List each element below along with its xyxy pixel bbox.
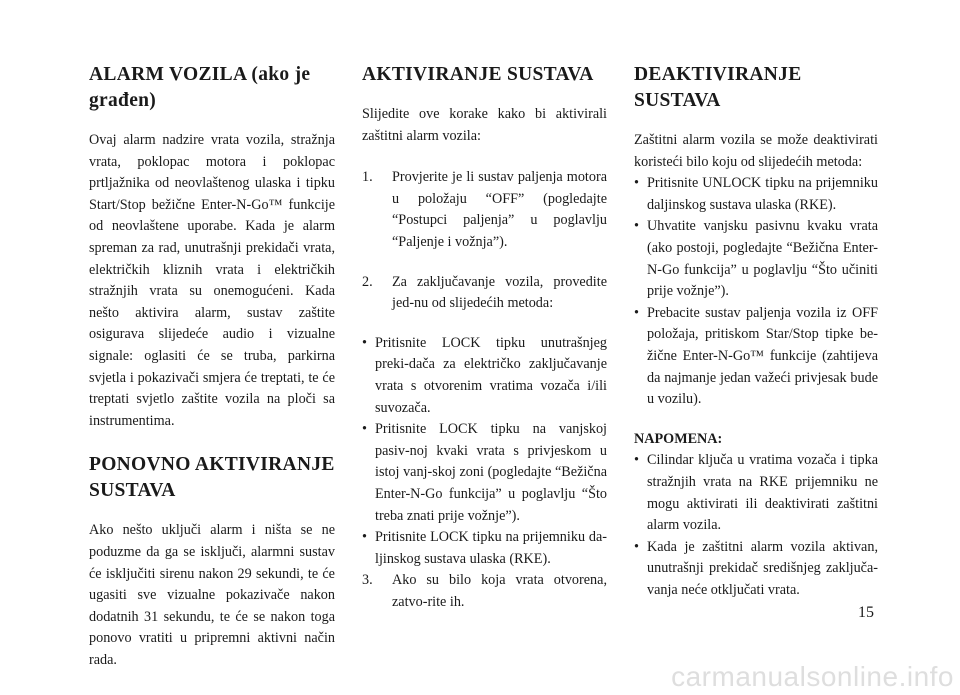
list-item (634, 303, 878, 411)
activation-intro: Slijedite ove korake kako bi aktivirali zaštitni alarm vozila: (362, 106, 607, 144)
section-title-deactivation: DEAKTIVIRANJE SUSTAVA (634, 64, 802, 111)
list-item-text: Pritisnite LOCK tipku unutrašnjeg preki-dača za električko zaključavanje vrata s otvorenim vratima vozača i/ili suvozača. (375, 334, 607, 416)
step-text: Ako su bilo koja vrata otvorena, zatvo-rite ih. (392, 572, 607, 610)
list-item-text: Cilindar ključa u vratima vozača i tipka stražnjih vrata na RKE prijemniku ne mogu aktivirati ili deaktivirati zaštitni alarm vozila. (647, 452, 878, 534)
bullet-icon: • (634, 452, 639, 469)
reactivation-description: Ako nešto uključi alarm i ništa se ne poduzme da ga se isključi, alarmni sustav će isključiti sirenu nakon 29 sekundi, te će ugasiti sve vizualne pokazivače nakon dodatnih 31 sekundu, te će se nakon toga ponovo vratiti u pripremni aktivni način rada. (89, 522, 335, 668)
list-item (634, 173, 878, 216)
step-item (362, 272, 607, 315)
column-right (634, 62, 878, 601)
bullet-icon: • (634, 538, 639, 555)
section-title-activation: AKTIVIRANJE SUSTAVA (362, 64, 594, 85)
bullet-icon: • (362, 421, 367, 438)
section-title-reactivation: PONOVNO AKTIVIRANJE SUSTAVA (89, 454, 335, 502)
step-text: Za zaključavanje vozila, provedite jed-nu od slijedećih metoda: (392, 273, 607, 312)
step-item (362, 570, 607, 613)
bullet-icon: • (634, 175, 639, 192)
list-item-text: Kada je zaštitni alarm vozila aktivan, unutrašnji prekidač središnjeg zaključa-vanja neće otključati vrata. (647, 538, 878, 598)
column-middle (362, 62, 607, 613)
list-item-text: Pritisnite LOCK tipku na vanjskoj pasiv-noj kvaki vrata s privjeskom u istoj vanj-skoj zoni (pogledajte “Bežična Enter-N-Go funkcija” u poglavlju “Što treba znati prije vožnje”). (375, 421, 607, 524)
list-item (634, 537, 878, 602)
step-number: 3. (362, 572, 373, 589)
list-item-text: Prebacite sustav paljenja vozila iz OFF položaja, pritiskom Star/Stop tipke be-žične Enter-N-Go™ funkcije (zahtijeva da najmanje jedan važeći privjesak bude u vozilu). (647, 304, 878, 408)
list-item (362, 527, 607, 570)
note-heading: NAPOMENA: (634, 430, 723, 447)
list-item (362, 419, 607, 527)
list-item-text: Uhvatite vanjsku pasivnu kvaku vrata (ako postoji, pogledajte “Bežična Enter-N-Go funkcija” u poglavlju “Što učiniti prije vožnje”). (647, 218, 878, 300)
list-item-text: Pritisnite UNLOCK tipku na prijemniku daljinskog sustava ulaska (RKE). (647, 175, 878, 213)
column-left (89, 62, 335, 691)
step-number: 2. (362, 273, 373, 290)
step-item (362, 167, 607, 253)
list-item (362, 333, 607, 419)
bullet-icon: • (362, 529, 367, 546)
section-title-alarm: ALARM VOZILA (ako je građen) (89, 64, 311, 111)
deactivation-intro: Zaštitni alarm vozila se može deaktivirati koristeći bilo koju od slijedećih metoda: (634, 132, 878, 170)
list-item (634, 216, 878, 302)
page-number: 15 (858, 604, 874, 621)
bullet-icon: • (634, 304, 639, 321)
step-text: Provjerite je li sustav paljenja motora u položaju “OFF” (pogledajte “Postupci paljenja” u poglavlju “Paljenje i vožnja”). (392, 169, 607, 250)
list-item (634, 450, 878, 536)
step-number: 1. (362, 169, 373, 186)
alarm-description: Ovaj alarm nadzire vrata vozila, stražnja vrata, poklopac motora i poklopac prtljažnika od neovlaštenog ulaska i tipku Start/Stop bežične Enter-N-Go™ funkcije od neovlaštene uporabe. Kada je alarm spreman za rad, unutrašnji prekidači vrata, električkih kliznih vrata i električkih stražnjih vrata su onemogućeni. Kada nešto aktivira alarm, sustav zaštite osigurava slijedeće audio i vizualne signale: oglasiti će se truba, parkirna svjetla i pokazivači smjera će treptati, te će treptati svjetlo zaštite vozila na ploči sa instrumentima. (89, 132, 335, 429)
bullet-icon: • (362, 334, 367, 351)
bullet-icon: • (634, 218, 639, 235)
list-item-text: Pritisnite LOCK tipku na prijemniku da-ljinskog sustava ulaska (RKE). (375, 529, 607, 567)
watermark: carmanualsonline.info (671, 661, 954, 692)
